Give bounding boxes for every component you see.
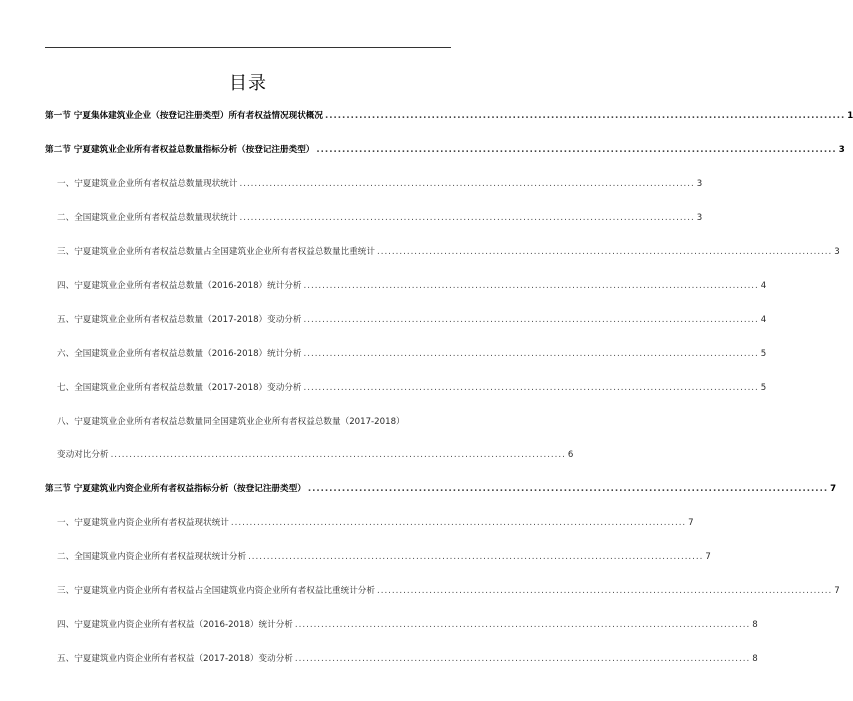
page-title: 目录 <box>229 73 267 94</box>
toc-page-number: 6 <box>567 450 574 460</box>
toc-entry-item[interactable] <box>57 281 767 292</box>
toc-entry-item[interactable] <box>57 383 767 394</box>
toc-page-number: 3 <box>834 247 840 257</box>
toc-leader-dots: .......................................................................................................................... <box>376 586 833 596</box>
toc-entry-item[interactable] <box>57 620 758 631</box>
toc-leader-dots: .......................................................................................................................... <box>110 450 566 460</box>
toc-page-number: 7 <box>705 552 711 562</box>
toc-page-number: 7 <box>834 586 840 596</box>
toc-entry-text: 二、全国建筑业内资企业所有者权益现状统计分析 <box>57 552 247 562</box>
toc-entry-text: 七、全国建筑业企业所有者权益总数量（2017-2018）变动分析 <box>57 383 302 393</box>
toc-entry-item[interactable] <box>57 518 694 529</box>
toc-page-number: 8 <box>752 620 758 630</box>
toc-entry-item[interactable] <box>57 654 758 665</box>
toc-leader-dots: .......................................................................................................................... <box>316 145 837 155</box>
toc-entry-text: 四、宁夏建筑业内资企业所有者权益（2016-2018）统计分析 <box>57 620 293 630</box>
toc-entry-item[interactable] <box>57 586 840 597</box>
toc-entry-text: 三、宁夏建筑业企业所有者权益总数量占全国建筑业企业所有者权益总数量比重统计 <box>57 247 375 257</box>
toc-leader-dots: .......................................................................................................................... <box>307 484 829 494</box>
toc-page-number: 3 <box>838 145 845 155</box>
header-rule <box>45 47 451 48</box>
toc-entry-text: 五、宁夏建筑业企业所有者权益总数量（2017-2018）变动分析 <box>57 315 302 325</box>
toc-entry-text: 六、全国建筑业企业所有者权益总数量（2016-2018）统计分析 <box>57 349 302 359</box>
toc-leader-dots: .......................................................................................................................... <box>294 620 751 630</box>
toc-entry-text: 四、宁夏建筑业企业所有者权益总数量（2016-2018）统计分析 <box>57 281 302 291</box>
toc-leader-dots: .......................................................................................................................... <box>294 654 751 664</box>
toc-entry-section-1[interactable] <box>45 111 853 122</box>
toc-leader-dots: .......................................................................................................................... <box>303 281 759 291</box>
toc-entry-text: 一、宁夏建筑业内资企业所有者权益现状统计 <box>57 518 229 528</box>
toc-leader-dots: .......................................................................................................................... <box>303 383 759 393</box>
toc-page-number: 1 <box>847 111 853 121</box>
toc-entry-text: 八、宁夏建筑业企业所有者权益总数量同全国建筑业企业所有者权益总数量（2017-2018） <box>57 417 405 427</box>
toc-leader-dots: .......................................................................................................................... <box>376 247 833 257</box>
toc-page-number: 4 <box>760 281 767 291</box>
toc-entry-item[interactable] <box>57 247 840 258</box>
toc-page-number: 3 <box>696 213 703 223</box>
toc-leader-dots: .......................................................................................................................... <box>239 179 695 189</box>
toc-entry-text: 变动对比分析 <box>57 450 109 460</box>
toc-entry-item[interactable] <box>57 213 703 224</box>
toc-entry-item[interactable] <box>57 552 711 563</box>
toc-entry-text: 三、宁夏建筑业内资企业所有者权益占全国建筑业内资企业所有者权益比重统计分析 <box>57 586 375 596</box>
toc-leader-dots: .......................................................................................................................... <box>248 552 704 562</box>
toc-page-number: 5 <box>760 349 767 359</box>
toc-entry-text: 第三节 宁夏建筑业内资企业所有者权益指标分析（按登记注册类型） <box>45 484 306 494</box>
toc-entry-text: 第二节 宁夏建筑业企业所有者权益总数量指标分析（按登记注册类型） <box>45 145 315 155</box>
toc-entry-item[interactable] <box>57 349 767 360</box>
toc-entry-text: 二、全国建筑业企业所有者权益总数量现状统计 <box>57 213 238 223</box>
toc-entry-item[interactable] <box>57 315 767 326</box>
toc-page-number: 8 <box>752 654 758 664</box>
toc-leader-dots: .......................................................................................................................... <box>230 518 687 528</box>
table-of-contents <box>45 111 853 665</box>
toc-page-number: 3 <box>696 179 703 189</box>
toc-entry-item[interactable] <box>57 179 703 190</box>
toc-page-number: 4 <box>760 315 767 325</box>
toc-entry-text: 一、宁夏建筑业企业所有者权益总数量现状统计 <box>57 179 238 189</box>
toc-page-number: 7 <box>688 518 694 528</box>
toc-page-number: 7 <box>830 484 837 494</box>
toc-leader-dots: .......................................................................................................................... <box>239 213 695 223</box>
toc-leader-dots: .......................................................................................................................... <box>325 111 846 121</box>
toc-entry-item[interactable] <box>57 417 451 428</box>
toc-entry-continuation[interactable] <box>57 450 574 461</box>
toc-page-number: 5 <box>760 383 767 393</box>
toc-entry-section-2[interactable] <box>45 145 845 156</box>
toc-entry-text: 五、宁夏建筑业内资企业所有者权益（2017-2018）变动分析 <box>57 654 293 664</box>
toc-leader-dots: .......................................................................................................................... <box>303 315 759 325</box>
toc-leader-dots: .......................................................................................................................... <box>303 349 759 359</box>
toc-entry-section-3[interactable] <box>45 484 837 495</box>
toc-entry-text: 第一节 宁夏集体建筑业企业（按登记注册类型）所有者权益情况现状概况 <box>45 111 323 121</box>
